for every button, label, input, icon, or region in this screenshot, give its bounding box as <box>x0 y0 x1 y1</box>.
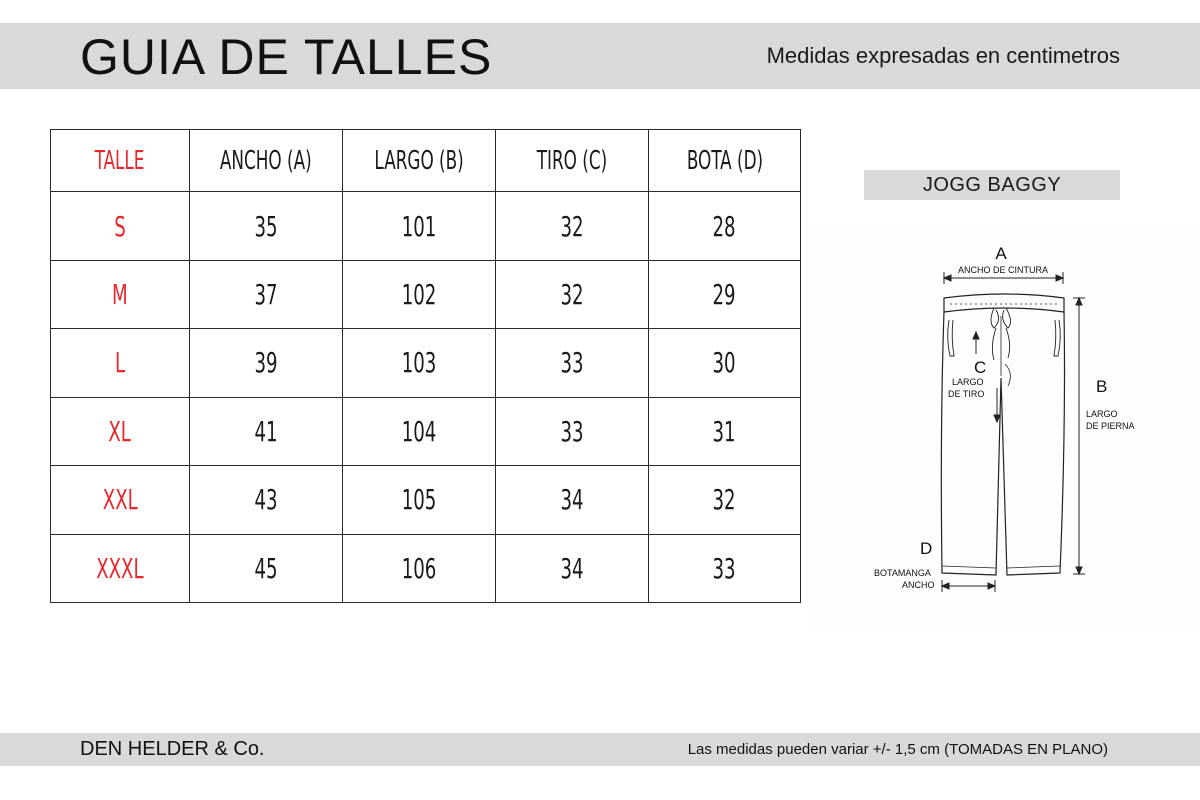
value-cell: 45 <box>190 534 343 603</box>
product-name-band: JOGG BAGGY <box>864 170 1120 200</box>
header-cell-largo: LARGO (B) <box>343 130 496 192</box>
value-cell: 35 <box>190 192 343 260</box>
header-cell-ancho: ANCHO (A) <box>190 130 343 192</box>
value-cell: 37 <box>190 260 343 328</box>
pants-outline <box>941 312 1064 575</box>
value-cell: 31 <box>649 397 801 465</box>
value-cell: 39 <box>190 329 343 397</box>
value-cell: 43 <box>190 466 343 534</box>
size-table <box>50 129 801 603</box>
size-cell: XXXL <box>51 534 190 603</box>
value-cell: 33 <box>496 329 649 397</box>
measurement-disclaimer: Las medidas pueden variar +/- 1,5 cm (TOMADAS EN PLANO) <box>687 741 1108 758</box>
table-row <box>51 329 801 397</box>
table-header-row <box>51 130 801 192</box>
size-cell: S <box>51 192 190 260</box>
label-d-text-2: ANCHO <box>902 580 935 590</box>
header-cell-bota: BOTA (D) <box>649 130 801 192</box>
value-cell: 41 <box>190 397 343 465</box>
pants-diagram <box>808 228 1200 626</box>
value-cell: 33 <box>496 397 649 465</box>
value-cell: 34 <box>496 534 649 603</box>
header-cell-tiro: TIRO (C) <box>496 130 649 192</box>
label-a-text: ANCHO DE CINTURA <box>957 265 1049 275</box>
pants-illustration <box>808 228 1200 626</box>
label-c-letter: C <box>974 358 987 377</box>
label-d-letter: D <box>920 539 933 558</box>
header-cell-talle: TALLE <box>51 130 190 192</box>
label-d-text-1: BOTAMANGA <box>874 568 931 578</box>
value-cell: 32 <box>649 466 801 534</box>
value-cell: 30 <box>649 329 801 397</box>
page-title: GUIA DE TALLES <box>80 29 493 85</box>
value-cell: 104 <box>343 397 496 465</box>
value-cell: 106 <box>343 534 496 603</box>
value-cell: 28 <box>649 192 801 260</box>
label-c-text-1: LARGO <box>952 377 984 387</box>
value-cell: 33 <box>649 534 801 603</box>
value-cell: 32 <box>496 260 649 328</box>
label-c-text-2: DE TIRO <box>948 389 985 399</box>
table-row <box>51 192 801 260</box>
value-cell: 34 <box>496 466 649 534</box>
size-cell: L <box>51 329 190 397</box>
units-note: Medidas expresadas en centimetros <box>766 43 1120 68</box>
value-cell: 103 <box>343 329 496 397</box>
table-row <box>51 466 801 534</box>
table-row <box>51 534 801 603</box>
value-cell: 101 <box>343 192 496 260</box>
size-cell: M <box>51 260 190 328</box>
brand-name: DEN HELDER & Co. <box>80 738 265 760</box>
value-cell: 105 <box>343 466 496 534</box>
label-b-letter: B <box>1096 377 1108 396</box>
waistband-shape <box>944 294 1064 312</box>
table-row <box>51 260 801 328</box>
table-row <box>51 397 801 465</box>
label-b-text-2: DE PIERNA <box>1086 421 1135 431</box>
label-b-text-1: LARGO <box>1086 409 1118 419</box>
value-cell: 102 <box>343 260 496 328</box>
value-cell: 32 <box>496 192 649 260</box>
label-a-letter: A <box>995 244 1007 263</box>
value-cell: 29 <box>649 260 801 328</box>
size-cell: XXL <box>51 466 190 534</box>
size-cell: XL <box>51 397 190 465</box>
